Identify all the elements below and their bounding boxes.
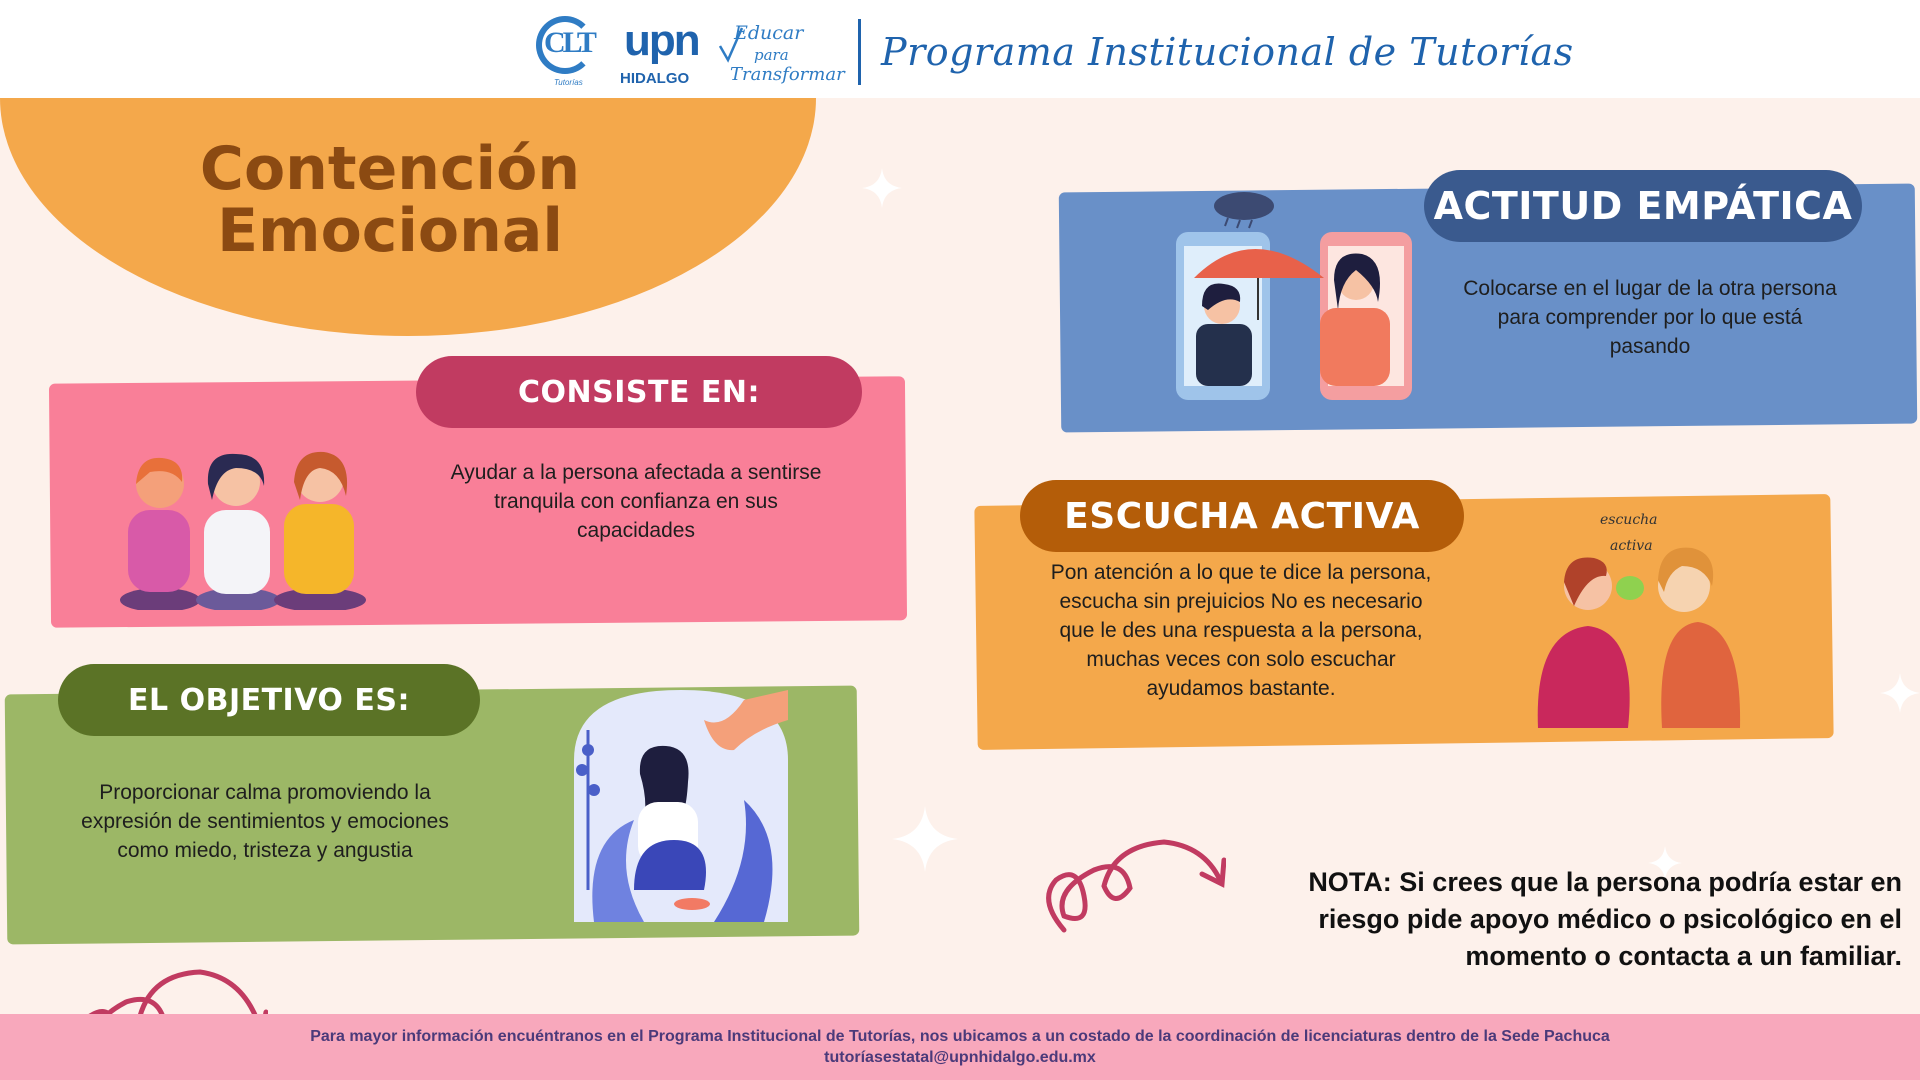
educar-logo — [718, 12, 845, 92]
program-title: Programa Institucional de Tutorías — [881, 30, 1574, 74]
objetivo-text: Proporcionar calma promoviendo la expresión de sentimientos y emociones como miedo, tristeza y angustia — [81, 781, 449, 862]
friends-comforting-illustration — [120, 440, 370, 610]
escucha-heading: ESCUCHA ACTIVA — [1020, 480, 1464, 552]
upn-logo — [620, 12, 704, 92]
footer — [0, 1014, 1920, 1080]
objetivo-heading: EL OBJETIVO ES: — [58, 664, 480, 736]
empathy-phones-illustration — [1172, 190, 1414, 402]
actitud-text: Colocarse en el lugar de la otra persona para comprender por lo que está pasando — [1463, 277, 1837, 358]
illustration-caption-1: escucha — [1600, 512, 1658, 528]
page-title — [190, 134, 590, 266]
sad-girl-illustration — [574, 690, 788, 922]
upn-logo-mark: upn — [624, 16, 699, 65]
illustration-caption-2: activa — [1610, 538, 1653, 554]
active-listening-illustration — [1528, 502, 1774, 728]
sparkle-icon — [862, 168, 902, 208]
footer-info: Para mayor información encuéntranos en el Programa Institucional de Tutorías, nos ubicamos a un costado de la coordinación de licenciaturas dentro de la Sede Pachuca — [310, 1028, 1610, 1045]
educar-logo-line3: Transformar — [730, 64, 845, 85]
educar-logo-line2: para — [754, 46, 789, 64]
page-title-line1: Contención — [199, 134, 581, 204]
footer-email: tutoríasestatal@upnhidalgo.edu.mx — [824, 1049, 1096, 1066]
upn-logo-label: HIDALGO — [620, 70, 690, 87]
sparkle-icon — [892, 806, 958, 872]
clt-logo — [530, 14, 606, 90]
page-title-line2: Emocional — [217, 196, 563, 266]
clt-logo-caption: Tutorías — [554, 78, 583, 87]
header — [0, 0, 1920, 98]
header-divider — [858, 19, 861, 85]
sparkle-icon — [1880, 660, 1920, 726]
consiste-text: Ayudar a la persona afectada a sentirse tranquila con confianza en sus capacidades — [450, 461, 822, 542]
curly-arrow-icon — [1034, 830, 1226, 942]
header-logos — [530, 12, 1574, 92]
nota-text: NOTA: Si crees que la persona podría estar en riesgo pide apoyo médico o psicológico en el momento o contacta a un familiar. — [1308, 867, 1902, 971]
consiste-heading: CONSISTE EN: — [416, 356, 862, 428]
actitud-heading: ACTITUD EMPÁTICA — [1424, 170, 1862, 242]
educar-logo-line1: Educar — [734, 22, 804, 44]
escucha-text: Pon atención a lo que te dice la persona, escucha sin prejuicios No es necesario que le des una respuesta a la persona, muchas veces con solo escuchar ayudamos bastante. — [1050, 561, 1432, 700]
clt-logo-letters: CLT — [544, 26, 594, 59]
